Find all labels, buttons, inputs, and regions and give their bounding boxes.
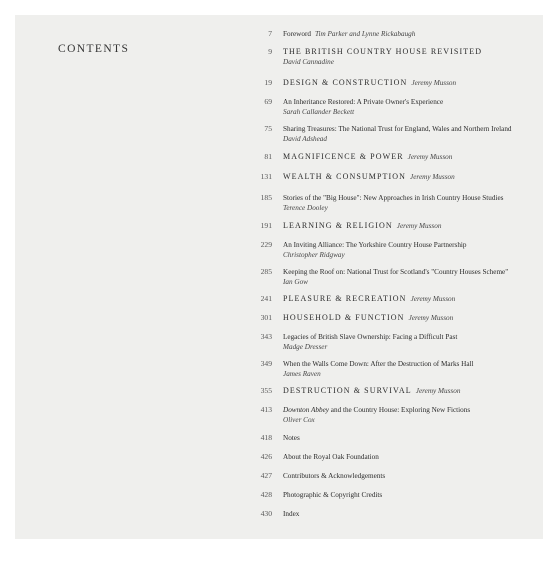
- page-number: 430: [260, 509, 272, 518]
- entry-text: [283, 471, 539, 481]
- entry-title: WEALTH & CONSUMPTION: [283, 172, 407, 181]
- entry-author: Ian Gow: [283, 278, 308, 286]
- entry-text: [283, 405, 539, 425]
- entry-text: [283, 490, 539, 500]
- entry-author: Terence Dooley: [283, 204, 328, 212]
- entry-title: Downton Abbey and the Country House: Exploring New Fictions: [283, 406, 471, 414]
- entry-text: [283, 221, 539, 231]
- page-number: 69: [264, 97, 272, 106]
- entry-title: LEARNING & RELIGION: [283, 221, 393, 230]
- entry-title: Photographic & Copyright Credits: [283, 491, 383, 499]
- entry-text: [283, 172, 539, 182]
- entry-title: Legacies of British Slave Ownership: Facing a Difficult Past: [283, 333, 458, 341]
- page-number: 349: [260, 359, 272, 368]
- page-number: 426: [260, 452, 272, 461]
- entry-author: Jeremy Musson: [396, 222, 442, 230]
- page-number: 427: [260, 471, 272, 480]
- entry-title: HOUSEHOLD & FUNCTION: [283, 313, 405, 322]
- page-number: 191: [260, 221, 272, 230]
- entry-title: THE BRITISH COUNTRY HOUSE REVISITED: [283, 47, 483, 56]
- entry-text: [283, 124, 539, 144]
- entry-text: [283, 267, 539, 287]
- entry-text: [283, 193, 539, 213]
- entry-author: Madge Dresser: [283, 343, 328, 351]
- page-number: 241: [260, 294, 272, 303]
- entry-title: Stories of the "Big House": New Approaches in Irish Country House Studies: [283, 194, 504, 202]
- entry-author: James Raven: [283, 370, 321, 378]
- entry-author: Jeremy Musson: [408, 314, 454, 322]
- entry-text: [283, 452, 539, 462]
- entry-author: Tim Parker and Lynne Rickabaugh: [314, 30, 416, 38]
- entry-title: About the Royal Oak Foundation: [283, 453, 379, 461]
- page-number: 9: [268, 47, 272, 56]
- entry-text: [283, 386, 539, 396]
- entry-text: [283, 47, 539, 67]
- page-number: 185: [260, 193, 272, 202]
- entry-author: Jeremy Musson: [411, 79, 457, 87]
- entry-author: Jeremy Musson: [407, 153, 453, 161]
- entry-title: Sharing Treasures: The National Trust for England, Wales and Northern Ireland: [283, 125, 512, 133]
- entry-title: DESTRUCTION & SURVIVAL: [283, 386, 412, 395]
- entry-text: [283, 29, 539, 39]
- entry-author: Jeremy Musson: [415, 387, 461, 395]
- entry-author: David Cannadine: [283, 58, 334, 66]
- entry-text: [283, 433, 539, 443]
- entry-title: Foreword: [283, 30, 311, 38]
- page-number: 229: [260, 240, 272, 249]
- entry-text: [283, 509, 539, 519]
- entry-title: When the Walls Come Down: After the Destruction of Marks Hall: [283, 360, 474, 368]
- page-number: 75: [264, 124, 272, 133]
- entry-text: [283, 313, 539, 323]
- entry-text: [283, 152, 539, 162]
- page-number: 343: [260, 332, 272, 341]
- page-number: 301: [260, 313, 272, 322]
- page-number: 131: [260, 172, 272, 181]
- entry-text: [283, 294, 539, 304]
- page-number: 81: [264, 152, 272, 161]
- entry-title: An Inviting Alliance: The Yorkshire Country House Partnership: [283, 241, 467, 249]
- contents-page: [15, 15, 543, 539]
- entry-text: [283, 240, 539, 260]
- entry-author: Jeremy Musson: [410, 173, 455, 181]
- entry-author: Sarah Callander Beckett: [283, 108, 355, 116]
- entry-author: Jeremy Musson: [410, 295, 456, 303]
- page-number: 418: [260, 433, 272, 442]
- page-number: 413: [260, 405, 272, 414]
- entry-author: Christopher Ridgway: [283, 251, 345, 259]
- page-number: 428: [260, 490, 272, 499]
- entry-text: [283, 359, 539, 379]
- entry-text: [283, 332, 539, 352]
- entry-title: PLEASURE & RECREATION: [283, 294, 407, 303]
- entry-title: DESIGN & CONSTRUCTION: [283, 78, 408, 87]
- entry-title: MAGNIFICENCE & POWER: [283, 152, 404, 161]
- entry-title: Contributors & Acknowledgements: [283, 472, 386, 480]
- entry-title: Keeping the Roof on: National Trust for Scotland's "Country Houses Scheme": [283, 268, 509, 276]
- entry-text: [283, 97, 539, 117]
- page-number: 19: [264, 78, 272, 87]
- page-number: 355: [260, 386, 272, 395]
- entry-title: Notes: [283, 434, 300, 442]
- entry-title: Index: [283, 510, 300, 518]
- page-number: 7: [268, 29, 272, 38]
- contents-heading: CONTENTS: [58, 43, 130, 55]
- page-number: 285: [260, 267, 272, 276]
- entry-title: An Inheritance Restored: A Private Owner's Experience: [283, 98, 444, 106]
- entry-text: [283, 78, 539, 88]
- entry-author: Oliver Cox: [283, 416, 315, 424]
- entry-author: David Adshead: [283, 135, 327, 143]
